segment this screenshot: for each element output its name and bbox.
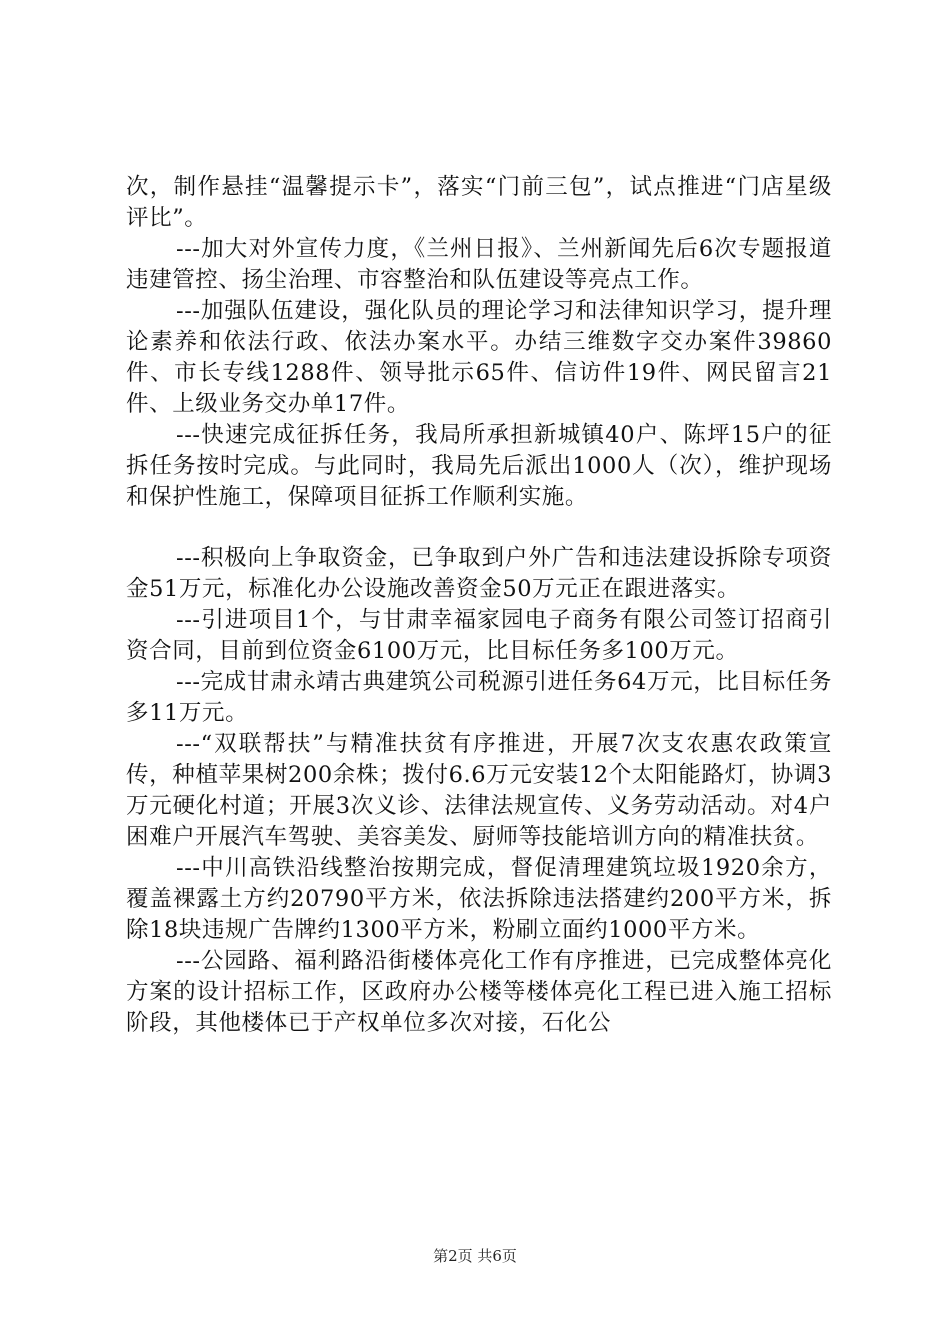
paragraph-railway-remediation: ---中川高铁沿线整治按期完成，督促清理建筑垃圾1920余方，覆盖裸露土方约20790平方米，依法拆除违法搭建约200平方米，拆除18块违规广告牌约1300平方米，粉刷立面约1000平方米。: [126, 855, 832, 943]
paragraph-lighting: ---公园路、福利路沿街楼体亮化工作有序推进，已完成整体亮化方案的设计招标工作，区政府办公楼等楼体亮化工程已进入施工招标阶段，其他楼体已于产权单位多次对接，石化公: [126, 948, 832, 1036]
paragraph-continuation: 次，制作悬挂“温馨提示卡”，落实“门前三包”，试点推进“门店星级评比”。: [126, 174, 832, 231]
paragraph-tax-source: ---完成甘肃永靖古典建筑公司税源引进任务64万元，比目标任务多11万元。: [126, 669, 832, 726]
document-body: [126, 172, 832, 1039]
paragraph-project-introduction: ---引进项目1个，与甘肃幸福家园电子商务有限公司签订招商引资合同，目前到位资金6100万元，比目标任务多100万元。: [126, 607, 832, 664]
paragraph-poverty-alleviation: ---“双联帮扶”与精准扶贫有序推进，开展7次支农惠农政策宣传，种植苹果树200余株；拨付6.6万元安装12个太阳能路灯，协调3万元硬化村道；开展3次义诊、法律法规宣传、义务劳动活动。对4户困难户开展汽车驾驶、美容美发、厨师等技能培训方向的精准扶贫。: [126, 731, 832, 850]
paragraph-demolition: ---快速完成征拆任务，我局所承担新城镇40户、陈坪15户的征拆任务按时完成。与此同时，我局先后派出1000人（次），维护现场和保护性施工，保障项目征拆工作顺利实施。: [126, 422, 832, 510]
paragraph-funding: ---积极向上争取资金，已争取到户外广告和违法建设拆除专项资金51万元，标准化办公设施改善资金50万元正在跟进落实。: [126, 545, 832, 602]
paragraph-team-building: ---加强队伍建设，强化队员的理论学习和法律知识学习，提升理论素养和依法行政、依法办案水平。办结三维数字交办案件39860件、市长专线1288件、领导批示65件、信访件19件、网民留言21件、上级业务交办单17件。: [126, 298, 832, 417]
paragraph-gap: [126, 513, 832, 543]
page-number-footer: 第2页 共6页: [433, 1247, 517, 1265]
paragraph-publicity: ---加大对外宣传力度，《兰州日报》、兰州新闻先后6次专题报道违建管控、扬尘治理、市容整治和队伍建设等亮点工作。: [126, 236, 832, 293]
